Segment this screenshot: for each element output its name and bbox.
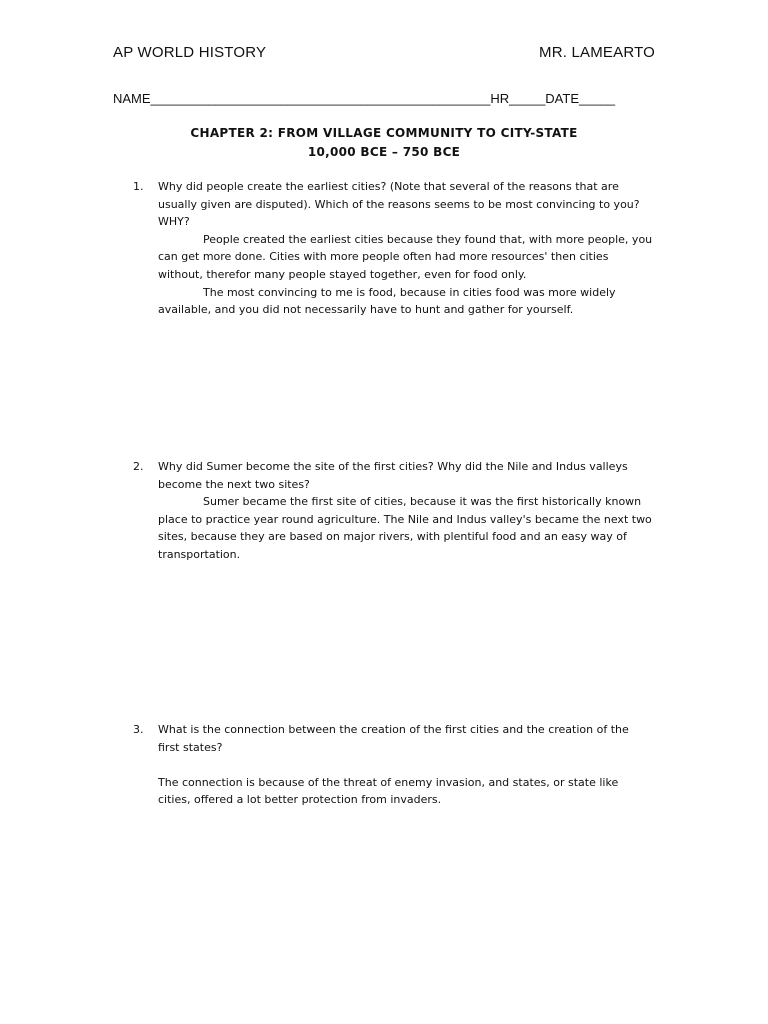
chapter-title: CHAPTER 2: FROM VILLAGE COMMUNITY TO CITY-STATE [190,126,578,140]
question-1 [133,178,653,319]
question-2 [133,458,653,564]
question-text: Why did people create the earliest cities? (Note that several of the reasons that are usually given are disputed). Which of the reasons seems to be most convincing to you? WHY? [158,180,640,229]
question-text: Why did Sumer become the site of the first cities? Why did the Nile and Indus valleys become the next two sites? [158,460,628,491]
chapter-date-range: 10,000 BCE – 750 BCE [307,145,461,159]
question-number: 1. [133,180,144,193]
answer-paragraph: The most convincing to me is food, because in cities food was more widely available, and you did not necessarily have to hunt and gather for yourself. [158,285,616,317]
course-title: AP WORLD HISTORY [113,44,267,61]
question-number: 2. [133,460,144,473]
question-3 [133,721,653,809]
answer-paragraph: Sumer became the first site of cities, because it was the first historically known place to practice year round agriculture. The Nile and Indus valley's became the next two sites, because they are based on major rivers, with plentiful food and an easy way of transportation. [158,495,652,561]
answer-paragraph: People created the earliest cities because they found that, with more people, you can get more done. Cities with more people often had more resources' then cities without, therefor many people stayed together, even for food only. [158,232,653,281]
question-text: What is the connection between the creation of the first cities and the creation of the first states? [158,723,629,754]
question-number: 3. [133,723,144,736]
name-hr-date-line: NAME_______________________________________________HR_____DATE_____ [113,91,616,106]
teacher-name: MR. LAMEARTO [539,44,656,61]
answer-paragraph: The connection is because of the threat of enemy invasion, and states, or state like cities, offered a lot better protection from invaders. [158,775,619,807]
